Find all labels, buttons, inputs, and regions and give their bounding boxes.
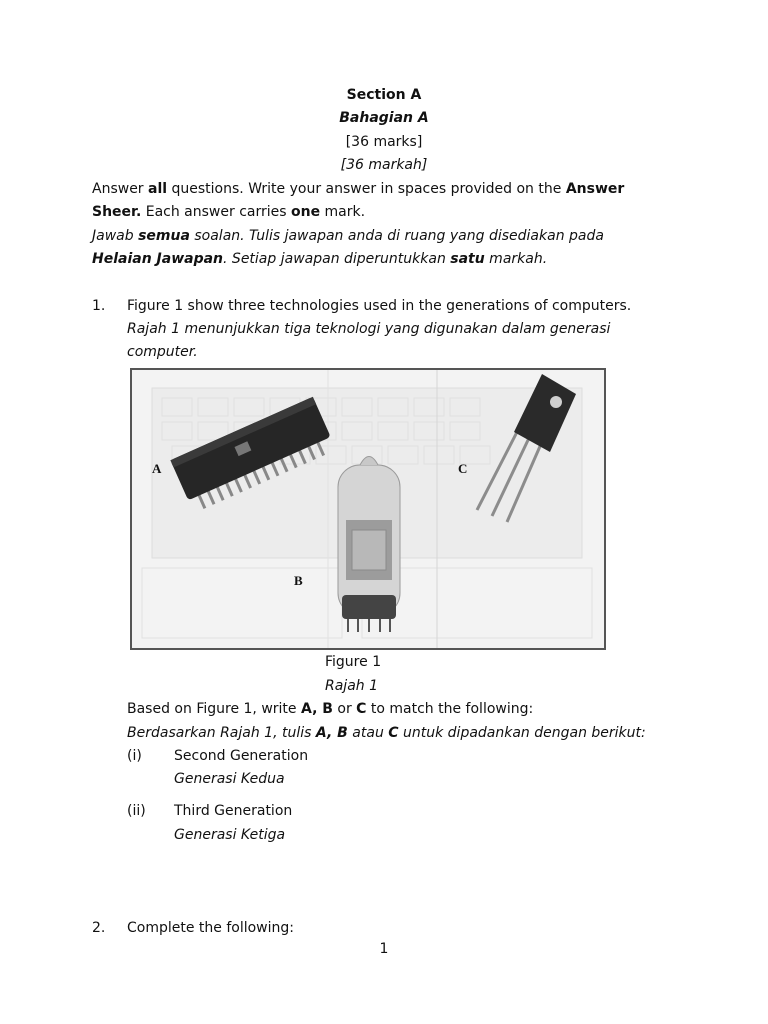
question-text-en: Figure 1 show three technologies used in the generations of computers.	[127, 298, 632, 314]
text: . Setiap jawapan diperuntukkan	[223, 251, 451, 267]
text: untuk dipadankan dengan berikut:	[398, 725, 646, 741]
text: Jawab	[92, 228, 139, 244]
text: Berdasarkan Rajah 1, tulis	[127, 725, 316, 741]
item-number: (i)	[127, 748, 142, 764]
text: atau	[347, 725, 389, 741]
figure-1-illustration	[132, 370, 604, 648]
emphasis: Sheer.	[92, 204, 142, 220]
vacuum-tube	[338, 457, 400, 633]
text: to match the following:	[366, 701, 534, 717]
text: soalan. Tulis jawapan anda di ruang yang disediakan pada	[189, 228, 604, 244]
section-title-malay: Bahagian A	[339, 110, 429, 126]
page-number: 1	[379, 941, 389, 957]
figure-caption-malay: Rajah 1	[325, 678, 379, 694]
text: questions. Write your answer in spaces provided on the	[167, 181, 566, 197]
emphasis: satu	[450, 251, 485, 267]
section-title: Section A	[346, 87, 422, 103]
instruction-ms-line1	[92, 227, 604, 245]
text: or	[332, 701, 357, 717]
text: Answer	[92, 181, 149, 197]
emphasis: semua	[138, 228, 190, 244]
emphasis: Helaian Jawapan	[92, 251, 224, 267]
emphasis: C	[356, 701, 367, 717]
item-text-en: Second Generation	[174, 748, 309, 764]
emphasis: C	[388, 725, 399, 741]
item-text-ms: Generasi Ketiga	[174, 827, 286, 843]
figure-label-b: B	[294, 573, 303, 588]
instruction-ms-line2	[92, 250, 547, 268]
text: Each answer carries	[141, 204, 291, 220]
question-number: 1.	[92, 298, 106, 314]
question-text: Complete the following:	[127, 920, 295, 936]
question-text-ms: Rajah 1 menunjukkan tiga teknologi yang digunakan dalam generasi	[127, 321, 611, 337]
figure-label-a: A	[152, 461, 162, 476]
emphasis: one	[290, 204, 321, 220]
item-text-en: Third Generation	[174, 803, 293, 819]
instruction-en-line2	[92, 203, 365, 221]
question-text-ms-cont: computer.	[127, 344, 198, 360]
figure-label-c: C	[458, 461, 468, 476]
matching-prompt-en	[127, 700, 533, 718]
matching-prompt-ms	[127, 724, 646, 742]
emphasis: Answer	[565, 181, 625, 197]
text: markah.	[484, 251, 548, 267]
emphasis: A, B	[315, 725, 348, 741]
marks-label-malay: [36 markah]	[340, 157, 428, 173]
text: mark.	[320, 204, 366, 220]
emphasis: all	[148, 181, 168, 197]
emphasis: A, B	[300, 701, 333, 717]
item-text-ms: Generasi Kedua	[174, 771, 285, 787]
figure-caption: Figure 1	[325, 654, 382, 670]
question-number: 2.	[92, 920, 106, 936]
item-number: (ii)	[127, 803, 146, 819]
text: Based on Figure 1, write	[127, 701, 301, 717]
figure-1-image	[130, 368, 606, 650]
instruction-en-line1	[92, 180, 624, 198]
marks-label: [36 marks]	[345, 134, 423, 150]
